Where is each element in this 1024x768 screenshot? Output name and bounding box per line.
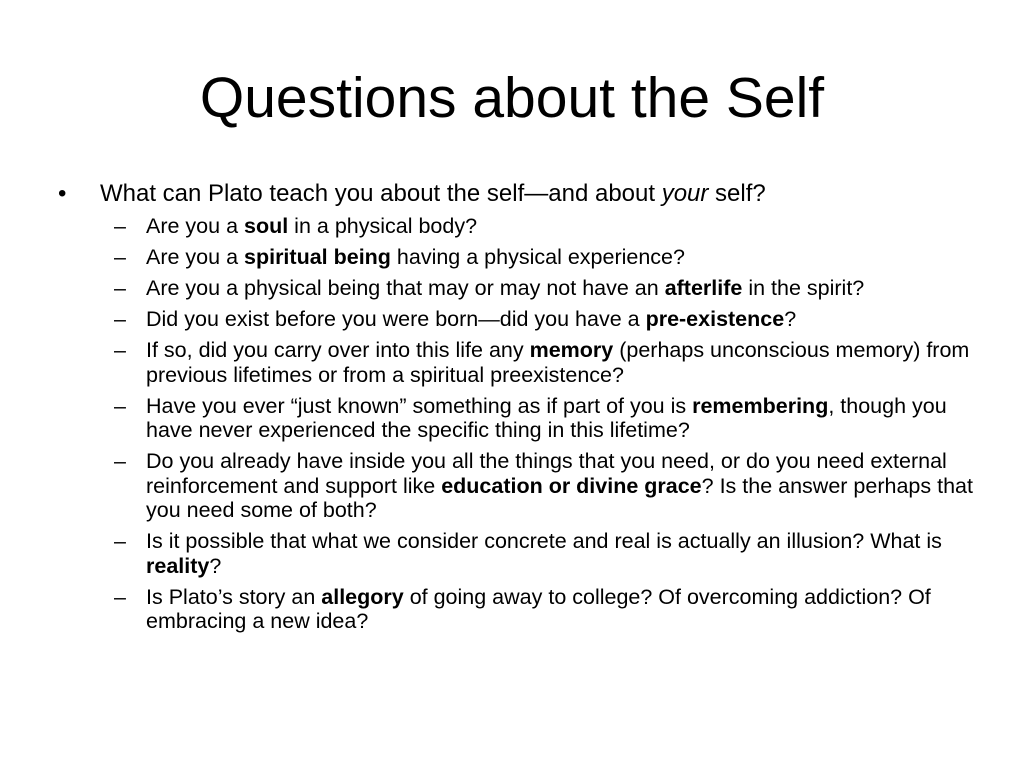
dash-marker: –: [114, 276, 126, 300]
slide-title: Questions about the Self: [199, 66, 825, 130]
question-text: in the spirit?: [742, 276, 865, 300]
question-text: Are you a: [146, 245, 244, 269]
question-item: [58, 529, 978, 578]
dash-marker: –: [114, 449, 126, 473]
question-item: [58, 214, 978, 239]
question-text: Is Plato’s story an: [146, 584, 322, 609]
question-keyword: spiritual being: [244, 245, 391, 269]
main-point-text: What can Plato teach you about the self—and about: [100, 180, 662, 207]
question-keyword: remembering: [692, 393, 829, 418]
question-text: having a physical experience?: [390, 245, 685, 269]
question-keyword: allegory: [321, 584, 404, 609]
dash-marker: –: [114, 338, 126, 362]
question-text: Did you exist before you were born—did you have a: [146, 307, 646, 331]
main-bullet-point: [58, 179, 978, 209]
dash-marker: –: [114, 214, 126, 238]
dash-marker: –: [114, 529, 126, 553]
question-item: [58, 338, 978, 387]
main-point-emphasis: your: [661, 180, 709, 207]
question-text: , though you have never experienced the specific thing in this lifetime?: [146, 393, 947, 442]
question-list: [58, 214, 978, 634]
bullet-marker: •: [58, 180, 67, 207]
question-text: of going away to college? Of overcoming addiction? Of embracing a new idea?: [146, 584, 931, 633]
question-text: ?: [784, 307, 797, 331]
question-text: in a physical body?: [288, 214, 478, 238]
question-text: Do you already have inside you all the things that you need, or do you need external reinforcement and support like: [146, 449, 947, 498]
question-text: Are you a: [146, 214, 244, 238]
dash-marker: –: [114, 584, 126, 609]
question-text: Have you ever “just known” something as if part of you is: [146, 393, 693, 418]
question-item: [58, 307, 978, 332]
question-text: Are you a physical being that may or may not have an: [146, 276, 665, 300]
main-point-text-end: self?: [708, 180, 766, 207]
question-item: [58, 449, 978, 523]
question-item: [58, 276, 978, 301]
question-keyword: pre-existence: [645, 307, 785, 331]
question-text: Is it possible that what we consider concrete and real is actually an illusion? What is: [146, 529, 942, 553]
question-text: (perhaps unconscious memory) from previous lifetimes or from a spiritual preexistence?: [146, 338, 970, 387]
question-item: [58, 394, 978, 443]
question-text: ? Is the answer perhaps that you need some of both?: [146, 473, 973, 522]
question-keyword: soul: [244, 214, 289, 238]
question-keyword: afterlife: [664, 276, 743, 300]
question-keyword: education or divine grace: [441, 473, 702, 498]
question-text: ?: [209, 553, 222, 578]
question-keyword: memory: [529, 338, 614, 362]
question-item: [58, 245, 978, 270]
question-item: [58, 585, 978, 634]
question-text: If so, did you carry over into this life any: [146, 338, 530, 362]
dash-marker: –: [114, 245, 126, 269]
slide-body: [58, 179, 978, 640]
dash-marker: –: [114, 393, 126, 418]
question-keyword: reality: [146, 553, 210, 578]
dash-marker: –: [114, 307, 126, 331]
